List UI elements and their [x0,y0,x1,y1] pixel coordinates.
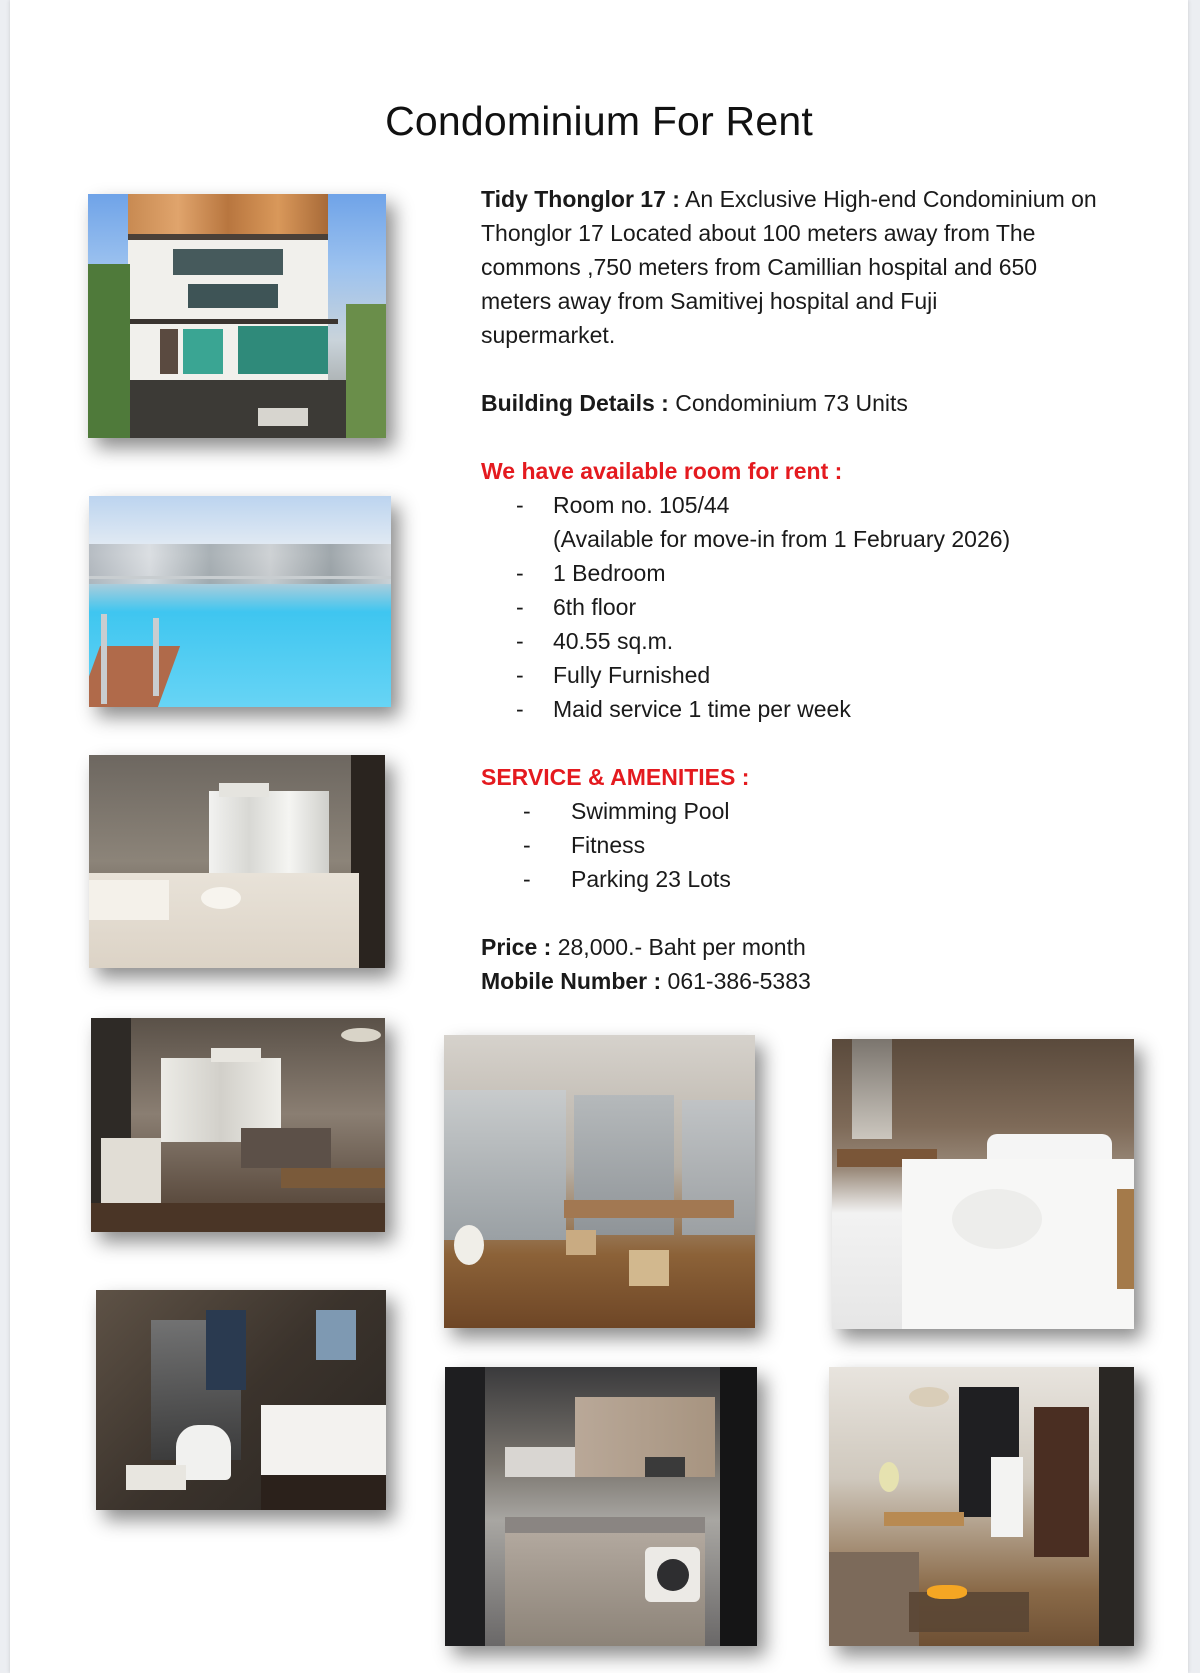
building-details: Building Details : Condominium 73 Units [481,390,908,416]
mirror-vanity-photo [444,1035,755,1328]
property-name: Tidy Thonglor 17 : [481,186,680,212]
list-item: - 6th floor [516,594,637,620]
listing-text [481,182,1161,998]
list-item: - 1 Bedroom [516,560,666,586]
price-line: Price : 28,000.- Baht per month [481,934,806,960]
list-item: - Swimming Pool [523,798,730,824]
building-exterior-photo [88,194,386,438]
amenities-list [481,794,1161,896]
living-room-photo [91,1018,385,1232]
mobile-line: Mobile Number : 061-386-5383 [481,968,811,994]
list-item: - Room no. 105/44 [516,492,730,518]
bedroom-photo [89,755,385,968]
list-item: - Parking 23 Lots [523,866,731,892]
available-room-list [481,488,1161,726]
list-item: - 40.55 sq.m. [516,628,674,654]
intro-paragraph: Tidy Thonglor 17 : An Exclusive High-end Condominium on Thonglor 17 Located about 100 meters away from The commons ,750 meters from Camillian hospital and 650 meters away from Samitivej hospital and Fuji supermarket. [481,186,1097,348]
list-item: - Fitness [523,832,646,858]
page-title: Condominium For Rent [385,98,813,144]
bed-closeup-photo [832,1039,1134,1329]
list-item: (Available for move-in from 1 February 2026) [553,526,1011,552]
list-item: - Maid service 1 time per week [516,696,851,722]
swimming-pool-photo [89,496,391,707]
list-item: - Fully Furnished [516,662,711,688]
available-room-heading: We have available room for rent : [481,458,843,484]
bathroom-photo [96,1290,386,1510]
entrance-dining-photo [829,1367,1134,1646]
amenities-heading: SERVICE & AMENITIES : [481,764,750,790]
kitchen-photo [445,1367,757,1646]
